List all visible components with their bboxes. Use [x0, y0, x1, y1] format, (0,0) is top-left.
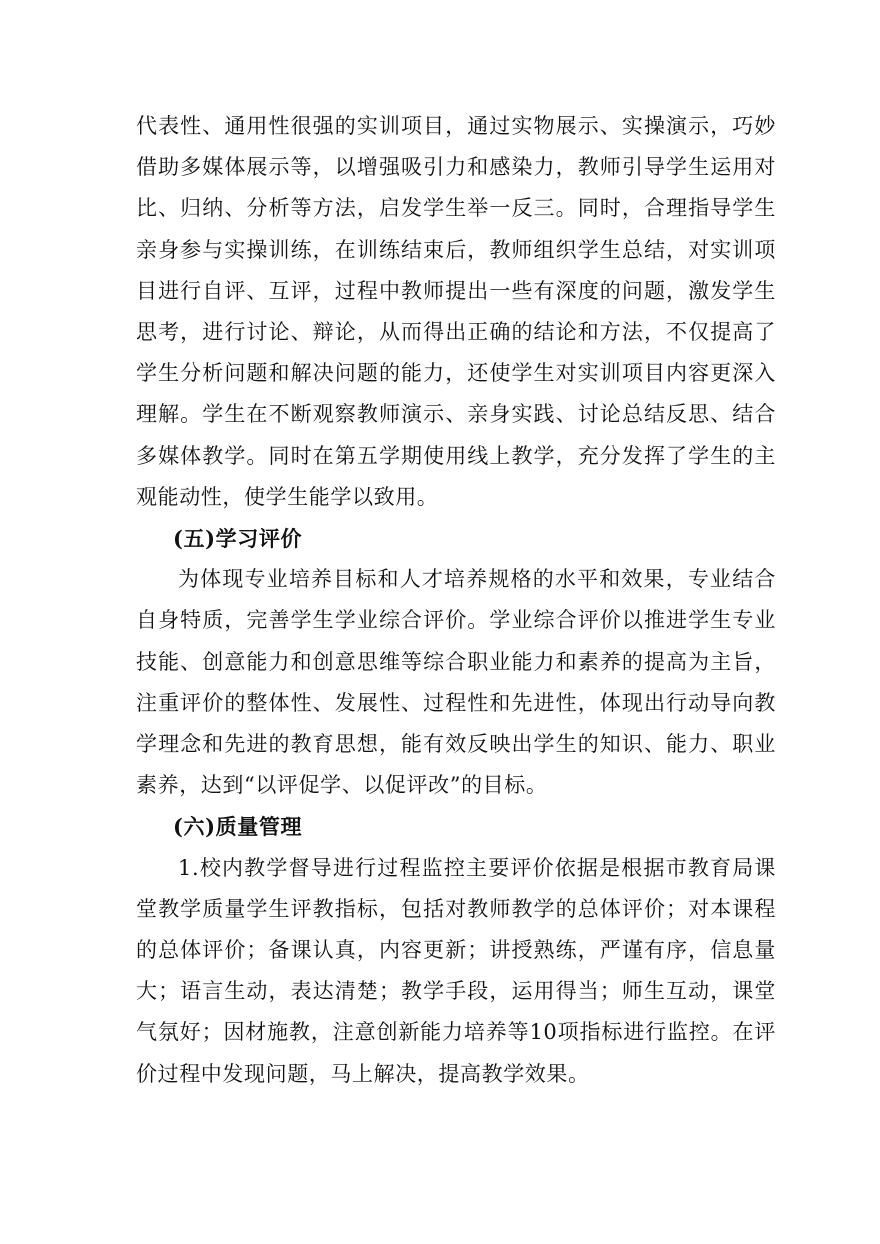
- section-heading-quality-management: (六)质量管理: [173, 814, 303, 840]
- document-body: [136, 106, 776, 1095]
- section-heading-learning-evaluation: (五)学习评价: [173, 526, 303, 552]
- paragraph-training-methods: 代表性、通用性很强的实训项目，通过实物展示、实操演示，巧妙借助多媒体展示等，以增强吸引力和感染力，教师引导学生运用对比、归纳、分析等方法，启发学生举一反三。同时，合理指导学生亲身参与实操训练，在训练结束后，教师组织学生总结，对实训项目进行自评、互评，过程中教师提出一些有深度的问题，激发学生思考，进行讨论、辩论，从而得出正确的结论和方法，不仅提高了学生分析问题和解决问题的能力，还使学生对实训项目内容更深入理解。学生在不断观察教师演示、亲身实践、讨论总结反思、结合多媒体教学。同时在第五学期使用线上教学，充分发挥了学生的主观能动性，使学生能学以致用。: [136, 114, 776, 509]
- paragraph-quality-management: 1.校内教学督导进行过程监控主要评价依据是根据市教育局课堂教学质量学生评教指标，包括对教师教学的总体评价；对本课程的总体评价；备课认真，内容更新；讲授熟练，严谨有序，信息量大；语言生动，表达清楚；教学手段，运用得当；师生互动，课堂气氛好；因材施教，注意创新能力培养等10项指标进行监控。在评价过程中发现问题，马上解决，提高教学效果。: [136, 855, 776, 1086]
- paragraph-learning-evaluation: 为体现专业培养目标和人才培养规格的水平和效果，专业结合自身特质，完善学生学业综合评价。学业综合评价以推进学生专业技能、创意能力和创意思维等综合职业能力和素养的提高为主旨，注重评价的整体性、发展性、过程性和先进性，体现出行动导向教学理念和先进的教育思想，能有效反映出学生的知识、能力、职业素养，达到“以评促学、以促评改”的目标。: [136, 567, 776, 798]
